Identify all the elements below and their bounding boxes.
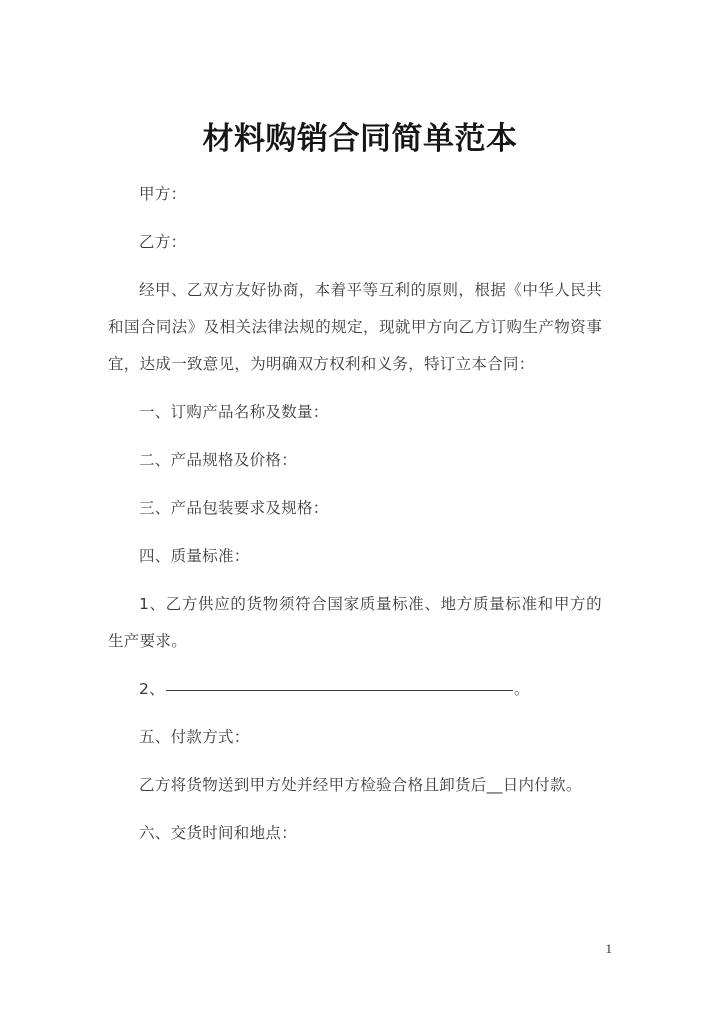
clause-four-item-two-number: 2、 [139, 680, 165, 698]
clause-five-body: 乙方将货物送到甲方处并经甲方检验合格且卸货后__日内付款。 [139, 776, 582, 794]
clause-five-heading: 五、付款方式： [139, 728, 250, 746]
clause-six-heading: 六、交货时间和地点： [139, 824, 298, 842]
paragraph-party-a: 甲方： [139, 185, 187, 203]
page-number: 1 [605, 941, 612, 956]
clause-four-item-two [108, 671, 602, 708]
clause-one-heading: 一、订购产品名称及数量： [139, 403, 329, 421]
clause-four-heading: 四、质量标准： [139, 547, 250, 565]
clause-four-item-two-period: 。 [513, 680, 530, 698]
clause-three-heading: 三、产品包装要求及规格： [139, 499, 329, 517]
fill-in-blank-rule [166, 690, 513, 691]
document-body [108, 176, 602, 863]
clause-two-heading: 二、产品规格及价格： [139, 451, 298, 469]
page-title: 材料购销合同简单范本 [202, 120, 518, 157]
clause-four-item-one: 1、乙方供应的货物须符合国家质量标准、地方质量标准和甲方的生产要求。 [108, 595, 602, 650]
paragraph-party-b: 乙方： [139, 233, 187, 251]
paragraph-preamble: 经甲、乙双方友好协商，本着平等互利的原则，根据《中华人民共和国合同法》及相关法律法规的规定，现就甲方向乙方订购生产物资事宜，达成一致意见，为明确双方权利和义务，特订立本合同： [108, 281, 602, 373]
